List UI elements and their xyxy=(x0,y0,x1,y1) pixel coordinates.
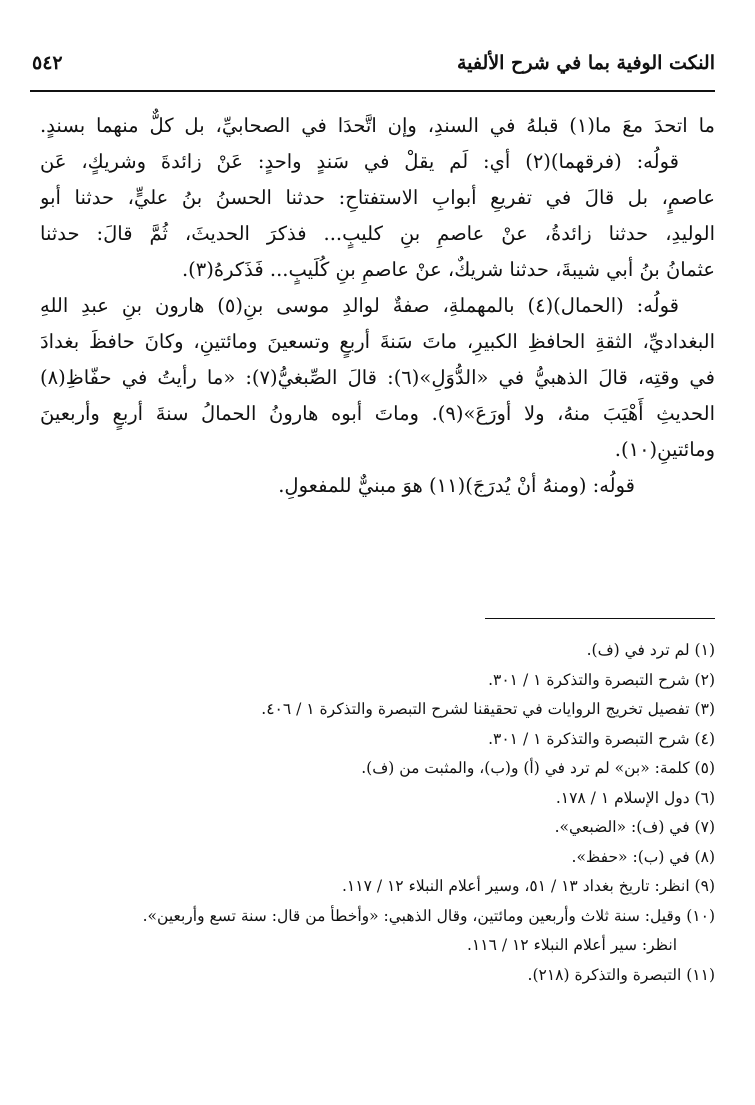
footnote: (٤) شرح التبصرة والتذكرة ١ / ٣٠١. xyxy=(488,729,715,748)
body-line: ما اتحدَ معَ ما(١) قبلهُ في السندِ، وإن اتَّحدَا في الصحابيِّ، بل كلٌّ منهما بسندٍ. xyxy=(40,114,715,137)
footnote: (٨) في (ب): «حفظ». xyxy=(571,847,715,866)
footnote: (٣) تفصيل تخريج الروايات في تحقيقنا لشرح التبصرة والتذكرة ١ / ٤٠٦. xyxy=(261,700,715,718)
page-number: ٥٤٢ xyxy=(32,52,63,74)
body-line: الحديثِ أَهْيَبَ منهُ، ولا أورَعَ»(٩). وماتَ أبوه هارونُ الحمالُ سنةَ أربعٍ وأربعينَ xyxy=(40,402,715,425)
footnotes xyxy=(40,636,715,990)
main-text xyxy=(40,108,715,504)
body-line: قولُه: (الحمال)(٤) بالمهملةِ، صفةٌ لوالدِ موسى بنِ(٥) هارون بنِ عبدِ اللهِ xyxy=(40,294,679,317)
footnote: (٧) في (ف): «الضبعي». xyxy=(554,818,715,836)
footnote: (٦) دول الإسلام ١ / ١٧٨. xyxy=(555,788,715,807)
footnote: (٥) كلمة: «بن» لم ترد في (أ) و(ب)، والمثبت من (ف). xyxy=(361,759,715,777)
footnote: (١) لم ترد في (ف). xyxy=(586,641,715,659)
body-line: عاصمٍ، بل قالَ في تفريعِ أبوابِ الاستفتاحِ: حدثنا الحسنُ بنُ عليٍّ، حدثنا أبو xyxy=(40,186,715,209)
footnote: (٢) شرح التبصرة والتذكرة ١ / ٣٠١. xyxy=(488,670,715,689)
footnote-separator xyxy=(485,618,715,619)
footnote: (١١) التبصرة والتذكرة (٢١٨). xyxy=(527,965,715,984)
footnote: (٩) انظر: تاريخ بغداد ١٣ / ٥١، وسير أعلام النبلاء ١٢ / ١١٧. xyxy=(341,877,715,895)
body-line: ومائتينِ(١٠). xyxy=(614,438,715,461)
header-rule xyxy=(30,90,715,92)
footnote-continuation: انظر: سير أعلام النبلاء ١٢ / ١١٦. xyxy=(466,936,677,954)
body-line: عثمانُ بنُ أبي شيبةَ، حدثنا شريكٌ، عنْ عاصمِ بنِ كُلَيبٍ... فَذَكرهُ(٣). xyxy=(181,258,715,281)
footnote: (١٠) وقيل: سنة ثلاث وأربعين ومائتين، وقال الذهبي: «وأخطأ من قال: سنة تسع وأربعين». xyxy=(142,906,715,925)
body-line: في وقتِه، قالَ الذهبيُّ في «الدُّوَلِ»(٦): قالَ الصِّبغيُّ(٧): «ما رأيتُ في حفّاظِ(٨) xyxy=(40,366,715,389)
body-line: الوليدِ، حدثنا زائدةُ، عنْ عاصمِ بنِ كليبٍ... فذكرَ الحديثَ، ثُمَّ قالَ: حدثنا xyxy=(40,222,715,245)
running-title: النكت الوفية بما في شرح الألفية xyxy=(457,52,715,74)
body-line: قولُه: (ومنهُ أنْ يُدرَجَ)(١١) هوَ مبنيٌّ للمفعولِ. xyxy=(278,474,635,497)
body-line: البغداديِّ، الثقةِ الحافظِ الكبيرِ، ماتَ سَنةَ أربعٍ وتسعينَ ومائتينِ، وكانَ حافظَ بغدادَ xyxy=(40,330,715,353)
body-line: قولُه: (فرقهما)(٢) أي: لَم يقلْ في سَندٍ واحدٍ: عَنْ زائدةَ وشريكٍ، عَن xyxy=(40,150,679,173)
page-header xyxy=(32,48,715,84)
